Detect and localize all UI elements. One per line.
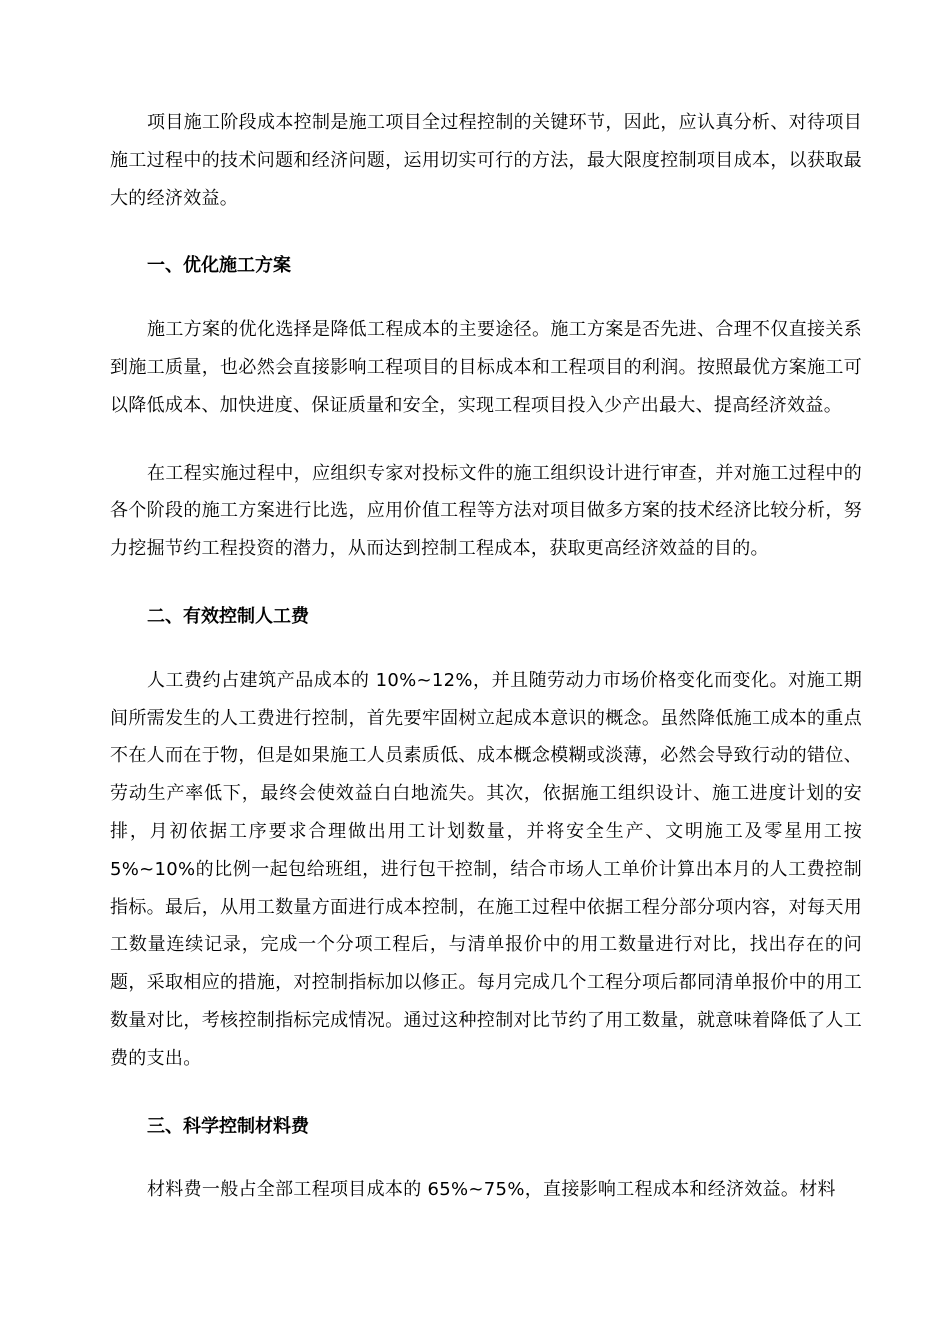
spacer xyxy=(110,1078,862,1108)
spacer xyxy=(110,425,862,455)
section2-paragraph-1: 人工费约占建筑产品成本的 10%~12%，并且随劳动力市场价格变化而变化。对施工期间所需发生的人工费进行控制，首先要牢固树立起成本意识的概念。虽然降低施工成本的重点不在人而在于物，但是如果施工人员素质低、成本概念模糊或淡薄，必然会导致行动的错位、劳动生产率低下，最终会使效益白白地流失。其次，依据施工组织设计、施工进度计划的安排，月初依据工序要求合理做出用工计划数量，并将安全生产、文明施工及零星用工按 5%~10%的比例一起包给班组，进行包干控制，结合市场人工单价计算出本月的人工费控制指标。最后，从用工数量方面进行成本控制，在施工过程中依据工程分部分项内容，对每天用工数量连续记录，完成一个分项工程后，与清单报价中的用工数量进行对比，找出存在的问题，采取相应的措施，对控制指标加以修正。每月完成几个工程分项后都同清单报价中的用工数量对比，考核控制指标完成情况。通过这种控制对比节约了用工数量，就意味着降低了人工费的支出。 xyxy=(110,669,862,1069)
section-heading-1: 一、优化施工方案 xyxy=(147,255,291,277)
section-heading-3: 三、科学控制材料费 xyxy=(147,1115,309,1137)
spacer xyxy=(110,636,862,662)
intro-paragraph: 项目施工阶段成本控制是施工项目全过程控制的关键环节，因此，应认真分析、对待项目施工过程中的技术问题和经济问题，运用切实可行的方法，最大限度控制项目成本，以获取最大的经济效益。 xyxy=(110,112,862,209)
section1-paragraph-1: 施工方案的优化选择是降低工程成本的主要途径。施工方案是否先进、合理不仅直接关系到施工质量，也必然会直接影响工程项目的目标成本和工程项目的利润。按照最优方案施工可以降低成本、加快进度、保证质量和安全，实现工程项目投入少产出最大、提高经济效益。 xyxy=(110,319,862,416)
document-page xyxy=(110,104,862,1209)
spacer xyxy=(110,217,862,247)
section3-paragraph-1: 材料费一般占全部工程项目成本的 65%~75%，直接影响工程成本和经济效益。材料 xyxy=(147,1179,836,1201)
spacer xyxy=(110,1145,862,1171)
spacer xyxy=(110,568,862,598)
spacer xyxy=(110,285,862,311)
section-heading-2: 二、有效控制人工费 xyxy=(147,605,309,627)
section1-paragraph-2: 在工程实施过程中，应组织专家对投标文件的施工组织设计进行审查，并对施工过程中的各个阶段的施工方案进行比选，应用价值工程等方法对项目做多方案的技术经济比较分析，努力挖掘节约工程投资的潜力，从而达到控制工程成本，获取更高经济效益的目的。 xyxy=(110,462,862,560)
